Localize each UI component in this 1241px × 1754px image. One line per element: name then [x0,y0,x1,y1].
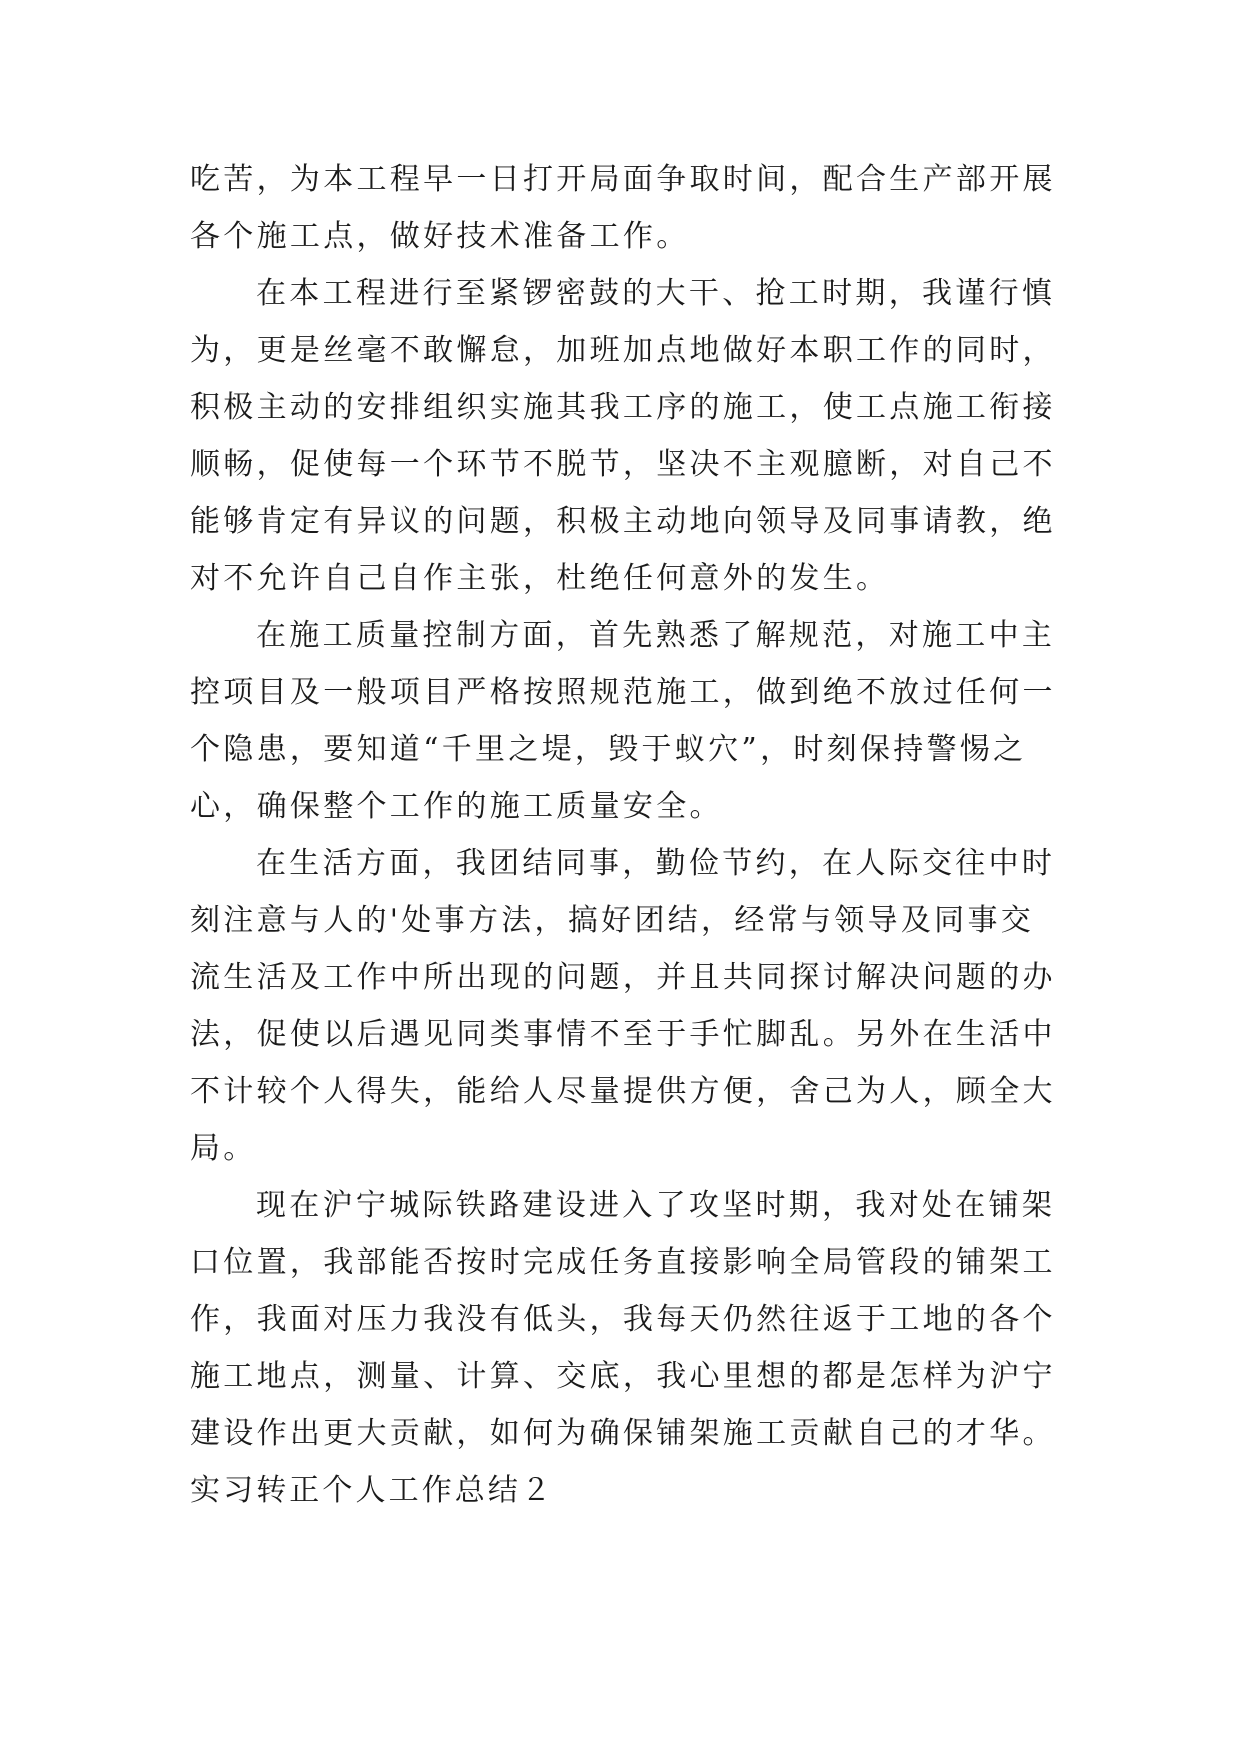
paragraph-first-line: 在生活方面，我团结同事，勤俭节约，在人际交往中时 [256,846,1056,881]
text-line: 局。 [190,1131,257,1166]
text-line: 口位置，我部能否按时完成任务直接影响全局管段的铺架工 [190,1245,1056,1280]
text-line: 为，更是丝毫不敢懈怠，加班加点地做好本职工作的同时， [190,333,1056,368]
text-line: 流生活及工作中所出现的问题，并且共同探讨解决问题的办 [190,960,1056,995]
section-title: 实习转正个人工作总结２ [190,1473,555,1508]
text-line: 作，我面对压力我没有低头，我每天仍然往返于工地的各个 [190,1302,1056,1337]
text-line: 顺畅，促使每一个环节不脱节，坚决不主观臆断，对自己不 [190,447,1056,482]
text-line: 吃苦，为本工程早一日打开局面争取时间，配合生产部开展 [190,162,1056,197]
text-line: 控项目及一般项目严格按照规范施工，做到绝不放过任何一 [190,675,1056,710]
text-line: 积极主动的安排组织实施其我工序的施工，使工点施工衔接 [190,390,1056,425]
paragraph-first-line: 现在沪宁城际铁路建设进入了攻坚时期，我对处在铺架 [256,1188,1056,1223]
text-line: 法，促使以后遇见同类事情不至于手忙脚乱。另外在生活中 [190,1017,1056,1052]
text-line: 心，确保整个工作的施工质量安全。 [190,789,723,824]
paragraph-first-line: 在施工质量控制方面，首先熟悉了解规范，对施工中主 [256,618,1056,653]
text-line: 能够肯定有异议的问题，积极主动地向领导及同事请教，绝 [190,504,1056,539]
text-line: 对不允许自己自作主张，杜绝任何意外的发生。 [190,561,890,596]
text-line: 施工地点，测量、计算、交底，我心里想的都是怎样为沪宁 [190,1359,1056,1394]
document-body [190,151,1060,1519]
text-line: 各个施工点，做好技术准备工作。 [190,219,690,254]
paragraph-first-line: 在本工程进行至紧锣密鼓的大干、抢工时期，我谨行慎 [256,276,1056,311]
text-line: 刻注意与人的'处事方法，搞好团结，经常与领导及同事交 [190,903,1035,938]
text-line: 建设作出更大贡献，如何为确保铺架施工贡献自己的才华。 [190,1416,1056,1451]
text-line: 个隐患，要知道“千里之堤，毁于蚁穴”，时刻保持警惕之 [190,732,1027,767]
text-line: 不计较个人得失，能给人尽量提供方便，舍己为人，顾全大 [190,1074,1056,1109]
